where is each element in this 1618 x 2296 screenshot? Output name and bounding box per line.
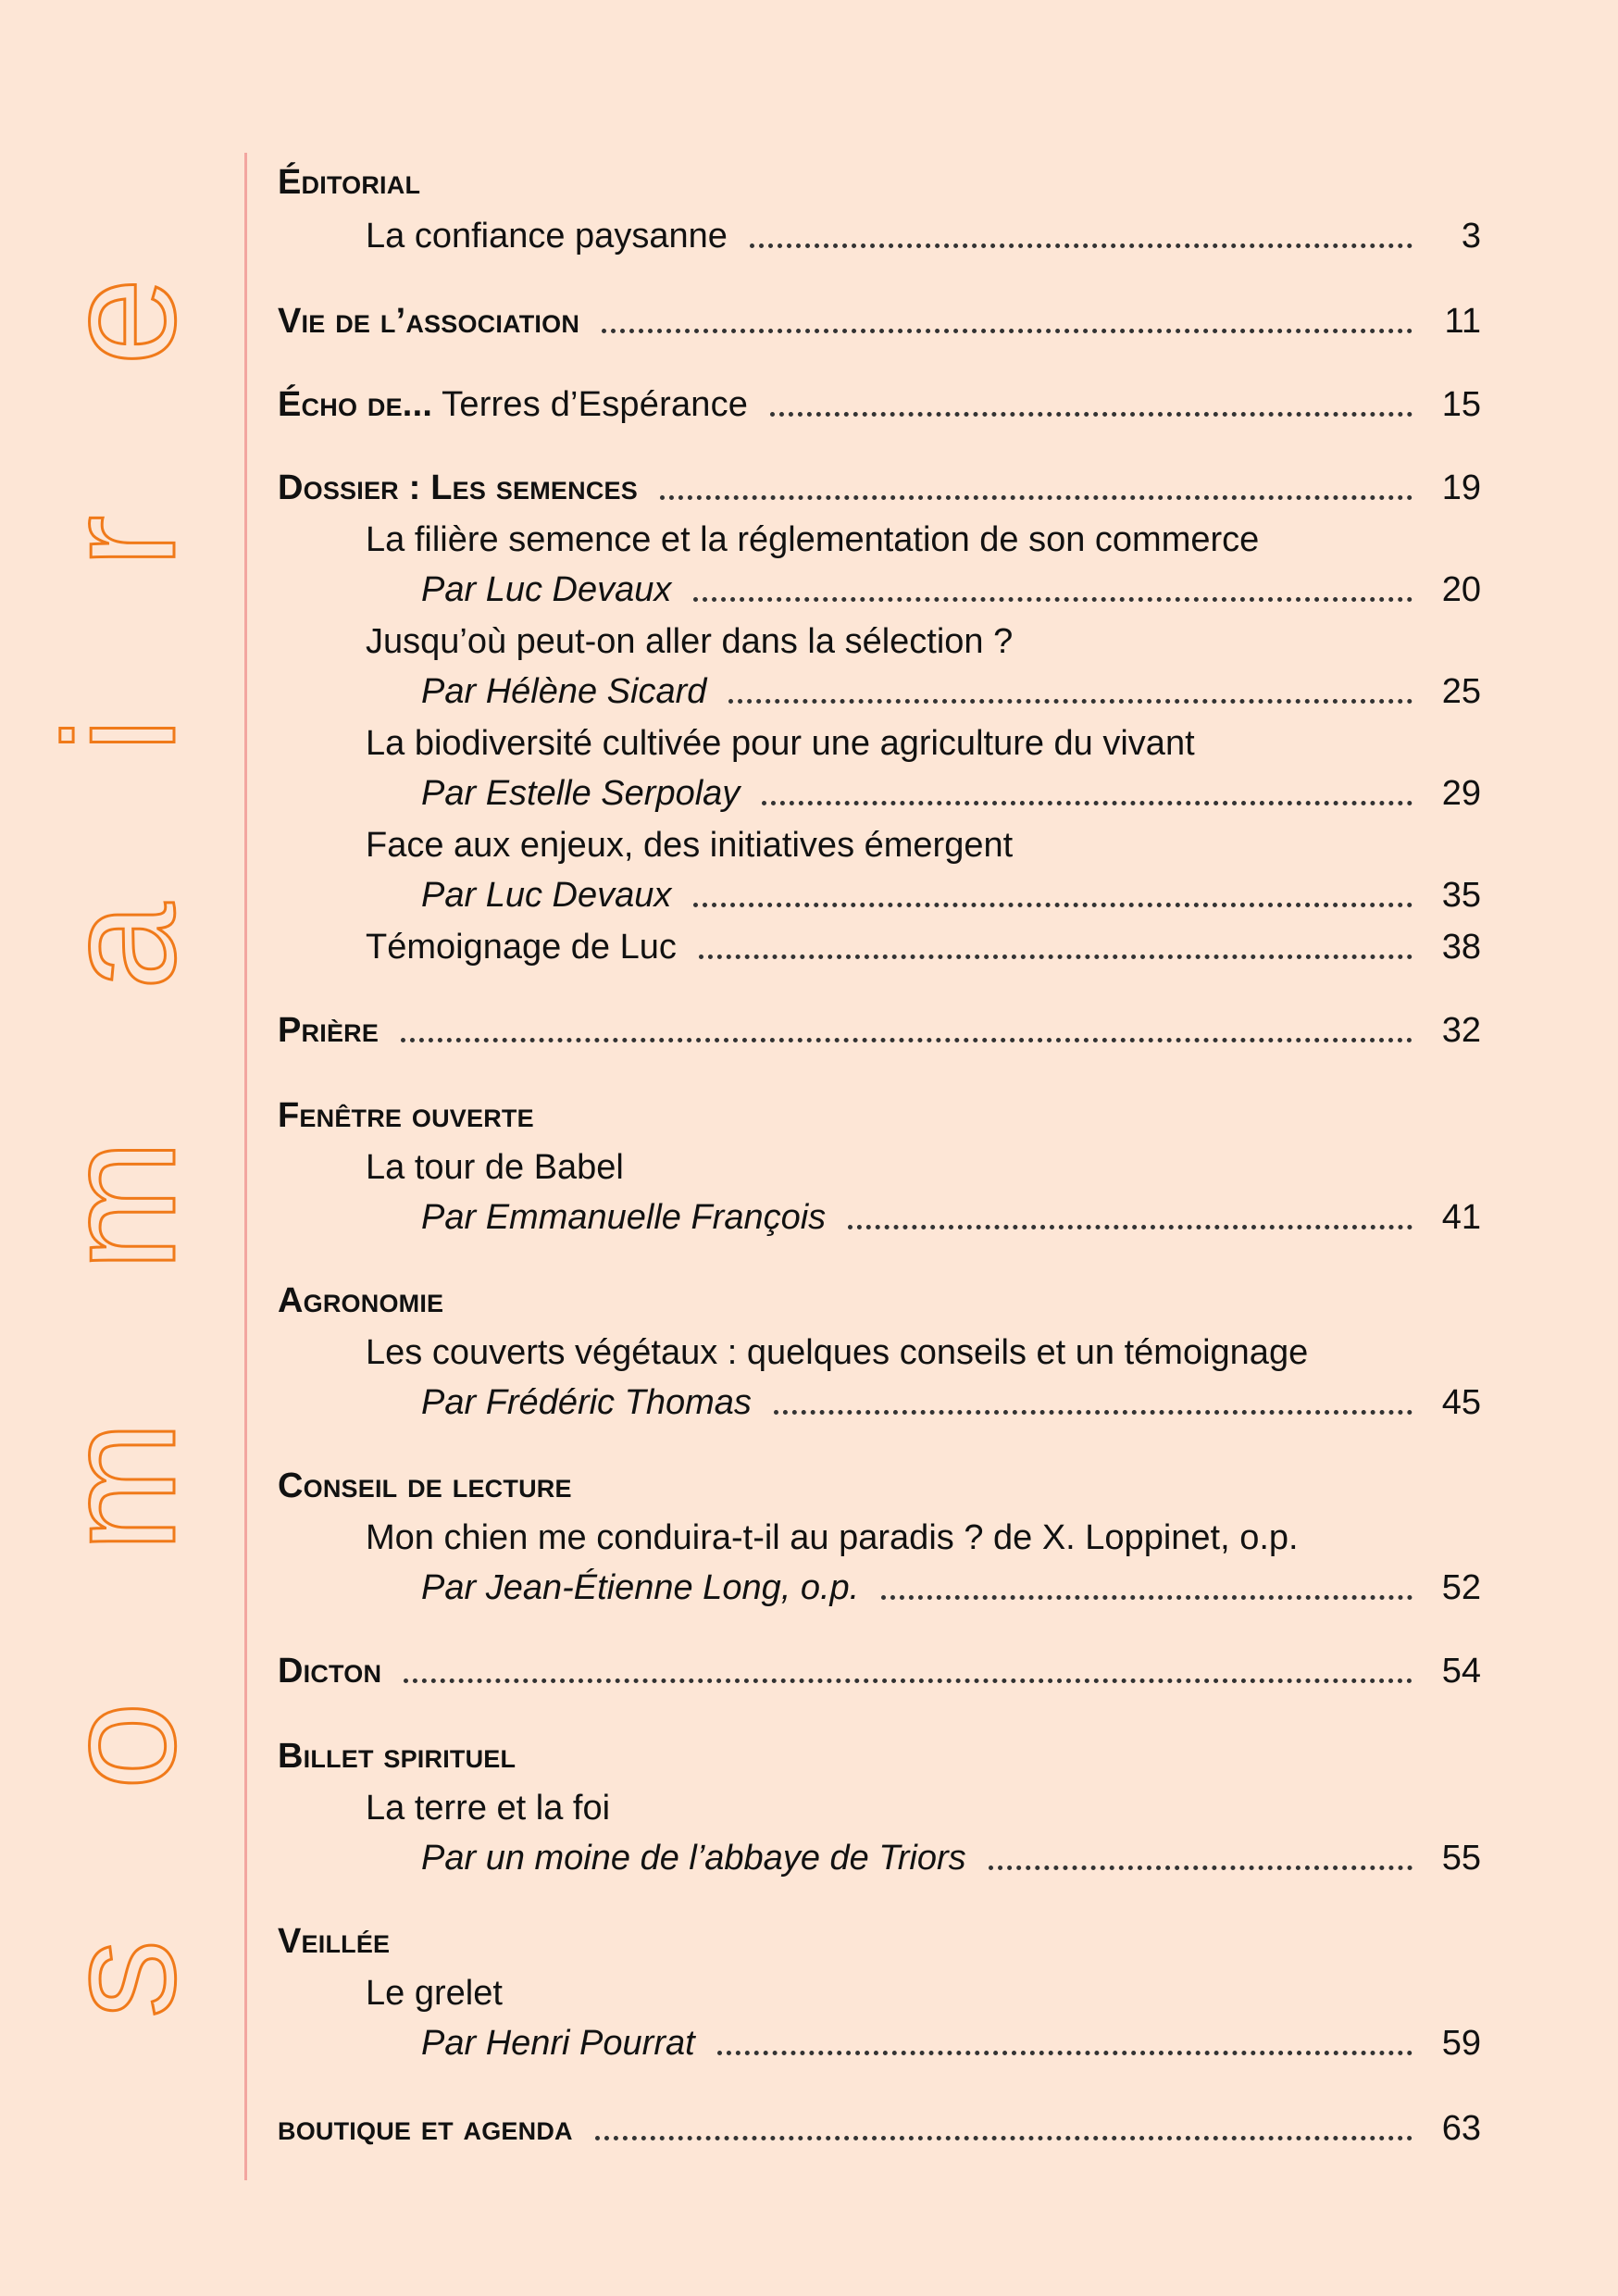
toc-entry-author[interactable] xyxy=(421,1824,1481,1876)
vertical-title xyxy=(32,259,213,2018)
dot-leader xyxy=(660,495,1413,500)
toc-entry-title: Par Frédéric Thomas xyxy=(421,1383,752,1422)
page-number: 11 xyxy=(1444,302,1481,341)
toc-entry-author[interactable] xyxy=(421,759,1481,811)
toc-entry-author[interactable] xyxy=(421,555,1481,607)
toc-entry-author[interactable] xyxy=(421,2009,1481,2061)
toc-entry-heading[interactable] xyxy=(278,1452,1481,1504)
toc-entry-sub[interactable] xyxy=(366,1318,1481,1370)
toc-entry-label xyxy=(278,165,420,200)
toc-entry-title: Jusqu’où peut-on aller dans la sélection ? xyxy=(366,622,1014,661)
toc-entry-sub[interactable] xyxy=(366,1959,1481,2011)
toc-entry-label xyxy=(421,1570,859,1605)
toc-entry-sub[interactable] xyxy=(366,202,1481,254)
dot-leader xyxy=(728,699,1413,704)
page-number: 19 xyxy=(1441,468,1481,507)
vertical-title-text: sommaire xyxy=(32,278,208,2018)
toc-entry-title: Par Estelle Serpolay xyxy=(421,774,741,813)
toc-entry-title: Témoignage de Luc xyxy=(366,928,677,967)
toc-entry-title: Par Luc Devaux xyxy=(421,570,672,609)
page-number: 38 xyxy=(1441,928,1481,967)
toc-entry-heading[interactable] xyxy=(278,1907,1481,1959)
page-number: 25 xyxy=(1441,672,1481,711)
toc-entry-title: Vie de l’association xyxy=(278,302,580,341)
page-number: 41 xyxy=(1441,1198,1481,1237)
toc-entry-label xyxy=(421,572,671,607)
dot-leader xyxy=(401,1038,1413,1042)
dot-leader xyxy=(989,1866,1413,1870)
toc-entry-label xyxy=(366,218,728,254)
toc-entry-title: Par un moine de l’abbaye de Triors xyxy=(421,1839,966,1878)
toc-entry-title: Par Henri Pourrat xyxy=(421,2024,695,2063)
toc-entry-title: Prière xyxy=(278,1011,380,1050)
toc-entry-title: Écho de... xyxy=(278,385,433,424)
toc-entry-label xyxy=(278,1653,381,1689)
page-number: 29 xyxy=(1441,774,1481,813)
toc-entry-title: Agronomie xyxy=(278,1281,444,1320)
page-number: 59 xyxy=(1441,2024,1481,2063)
toc-entry-label xyxy=(278,387,748,422)
toc-entry-title: Les couverts végétaux : quelques conseils et un témoignage xyxy=(366,1333,1309,1372)
toc-entry-author[interactable] xyxy=(421,657,1481,709)
toc-entry-label xyxy=(366,1520,1299,1555)
toc-entry-title: Par Luc Devaux xyxy=(421,876,672,915)
toc-entry-heading[interactable] xyxy=(278,1081,1481,1133)
page-number: 20 xyxy=(1441,570,1481,609)
toc-entry-author[interactable] xyxy=(421,1554,1481,1605)
toc-entry-label xyxy=(421,2026,695,2061)
toc-entry-title: La terre et la foi xyxy=(366,1789,611,1828)
toc-entry-title: La tour de Babel xyxy=(366,1148,624,1187)
toc-entry-sub[interactable] xyxy=(366,811,1481,863)
toc-entry-heading[interactable] xyxy=(278,2094,1481,2146)
toc-entry-label xyxy=(278,304,579,339)
toc-entry-title: La confiance paysanne xyxy=(366,217,728,256)
toc-entry-label xyxy=(366,522,1259,557)
dot-leader xyxy=(762,801,1413,805)
toc-entry-label xyxy=(278,1283,443,1318)
toc-entry-heading[interactable] xyxy=(278,1637,1481,1689)
toc-entry-author[interactable] xyxy=(421,1183,1481,1235)
toc-entry-title: Par Hélène Sicard xyxy=(421,672,707,711)
toc-entry-heading[interactable] xyxy=(278,996,1481,1048)
toc-entry-label xyxy=(366,828,1013,863)
toc-entry-label xyxy=(421,674,706,709)
toc-entry-title: Le grelet xyxy=(366,1974,503,2013)
page-number: 63 xyxy=(1441,2109,1481,2148)
page-number: 3 xyxy=(1461,217,1481,256)
dot-leader xyxy=(693,903,1413,907)
toc-entry-title: Veillée xyxy=(278,1922,391,1961)
toc-entry-title: boutique et agenda xyxy=(278,2109,573,2148)
toc-entry-label xyxy=(421,776,740,811)
toc-entry-title: La filière semence et la réglementation de son commerce xyxy=(366,520,1260,559)
toc-entry-label xyxy=(421,1841,966,1876)
toc-entry-heading[interactable] xyxy=(278,148,1481,200)
dot-leader xyxy=(848,1225,1413,1229)
toc-entry-heading[interactable] xyxy=(278,1722,1481,1774)
toc-entry-sub[interactable] xyxy=(366,913,1481,965)
dot-leader xyxy=(693,597,1413,602)
toc-entry-label xyxy=(366,1335,1308,1370)
dot-leader xyxy=(774,1410,1413,1415)
toc-entry-title: Mon chien me conduira-t-il au paradis ? de X. Loppinet, o.p. xyxy=(366,1518,1299,1557)
toc-entry-label xyxy=(278,1013,379,1048)
toc-entry-label xyxy=(366,930,677,965)
toc-entry-sub[interactable] xyxy=(366,709,1481,761)
toc-entry-label xyxy=(278,1468,572,1504)
toc-entry-title: Dossier : Les semences xyxy=(278,468,638,507)
toc-entry-title: Par Jean-Étienne Long, o.p. xyxy=(421,1568,860,1607)
toc-entry-sub[interactable] xyxy=(366,1504,1481,1555)
toc-entry-label xyxy=(278,470,638,505)
toc-entry-sub[interactable] xyxy=(366,607,1481,659)
toc-entry-subtitle: Terres d’Espérance xyxy=(432,385,749,424)
toc-entry-author[interactable] xyxy=(421,1368,1481,1420)
page-number: 32 xyxy=(1441,1011,1481,1050)
toc-entry-title: Fenêtre ouverte xyxy=(278,1096,534,1135)
dot-leader xyxy=(881,1595,1413,1600)
page-number: 55 xyxy=(1441,1839,1481,1878)
page-number: 52 xyxy=(1441,1568,1481,1607)
dot-leader xyxy=(595,2136,1413,2140)
toc-entry-sub[interactable] xyxy=(366,1133,1481,1185)
toc-entry-label xyxy=(421,1200,826,1235)
toc-entry-heading[interactable] xyxy=(278,454,1481,505)
toc-entry-title: La biodiversité cultivée pour une agriculture du vivant xyxy=(366,724,1195,763)
toc-entry-title: Billet spirituel xyxy=(278,1737,517,1776)
toc-entry-label xyxy=(278,1739,516,1774)
toc-entry-label xyxy=(278,1098,534,1133)
toc-entry-heading[interactable] xyxy=(278,1267,1481,1318)
toc-entry-title: Par Emmanuelle François xyxy=(421,1198,827,1237)
page-number: 54 xyxy=(1441,1652,1481,1691)
toc-entry-sub[interactable] xyxy=(366,505,1481,557)
toc-entry-sub[interactable] xyxy=(366,1774,1481,1826)
toc-entry-heading[interactable] xyxy=(278,370,1481,422)
toc-entry-label xyxy=(421,1385,752,1420)
toc-entry-label xyxy=(366,1791,610,1826)
toc-entry-label xyxy=(278,2111,573,2146)
dot-leader xyxy=(602,329,1413,333)
dot-leader xyxy=(699,955,1413,959)
dot-leader xyxy=(770,412,1413,417)
dot-leader xyxy=(750,243,1413,248)
toc-entry-label xyxy=(421,878,671,913)
toc-entry-label xyxy=(278,1924,390,1959)
page-number: 15 xyxy=(1441,385,1481,424)
vertical-rule xyxy=(244,153,247,2180)
toc-entry-label xyxy=(366,1150,624,1185)
page-number: 35 xyxy=(1441,876,1481,915)
dot-leader xyxy=(717,2051,1413,2055)
toc-entry-label xyxy=(366,726,1195,761)
toc-entry-author[interactable] xyxy=(421,861,1481,913)
toc-entry-title: Éditorial xyxy=(278,163,421,202)
toc-entry-label xyxy=(366,1976,503,2011)
toc-entry-heading[interactable] xyxy=(278,287,1481,339)
toc-entry-label xyxy=(366,624,1013,659)
toc-entry-title: Face aux enjeux, des initiatives émergent xyxy=(366,826,1014,865)
toc-entry-title: Conseil de lecture xyxy=(278,1466,572,1505)
dot-leader xyxy=(404,1678,1413,1683)
toc-entry-title: Dicton xyxy=(278,1652,382,1691)
page-number: 45 xyxy=(1441,1383,1481,1422)
